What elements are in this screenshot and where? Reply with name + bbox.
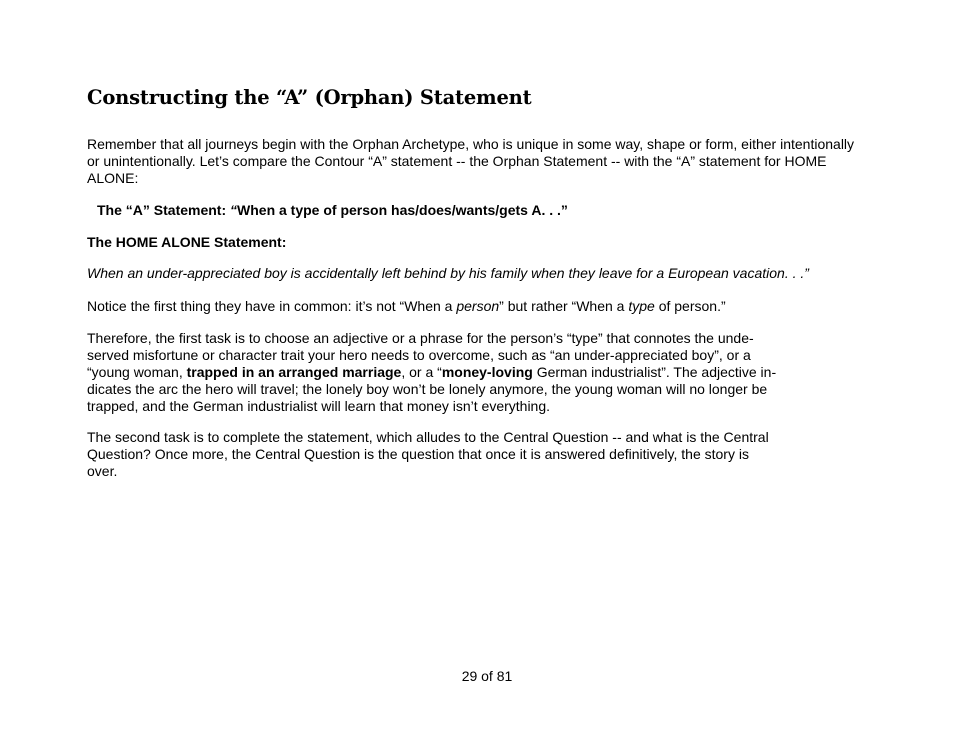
second-line-1: The second task is to complete the statement, which alludes to the Central Question -- and what is the Central (87, 429, 769, 445)
therefore-line-2: served misfortune or character trait your hero needs to overcome, such as “an under-appreciated boy”, or a (87, 347, 751, 363)
second-task-paragraph (87, 429, 797, 480)
notice-paragraph (87, 298, 726, 315)
home-alone-heading: The HOME ALONE Statement: (87, 234, 287, 250)
therefore-line-1: Therefore, the first task is to choose an adjective or a phrase for the person’s “type” that connotes the unde- (87, 330, 754, 346)
second-line-2: Question? Once more, the Central Question is the question that once it is answered definitively, the story is (87, 446, 749, 462)
therefore-line-3c: , or a “ (401, 364, 442, 380)
page-number: 29 of 81 (461, 668, 513, 684)
a-statement (97, 202, 568, 219)
trapped-phrase: trapped in an arranged marriage (186, 364, 402, 380)
notice-type: type (628, 298, 655, 314)
therefore-line-3 (87, 364, 807, 381)
notice-part-3: of person.” (654, 298, 726, 314)
page-title: Constructing the “A” (Orphan) Statement (87, 86, 532, 109)
second-line-3: over. (87, 463, 118, 479)
notice-part-2: ” but rather “When a (499, 298, 629, 314)
notice-person: person (456, 298, 500, 314)
therefore-paragraph (87, 330, 807, 415)
therefore-line-4: dicates the arc the hero will travel; the lonely boy won’t be lonely anymore, the young woman will no longer be (87, 381, 768, 397)
therefore-line-5: trapped, and the German industrialist will learn that money isn’t everything. (87, 398, 551, 414)
intro-paragraph (87, 136, 887, 187)
a-statement-text: When a type of person has/does/wants/gets A. . .” (237, 202, 568, 218)
a-statement-label: The “A” Statement: (97, 202, 231, 218)
money-loving-phrase: money-loving (441, 364, 533, 380)
intro-line-1: Remember that all journeys begin with the Orphan Archetype, who is unique in some way, shape or form, either intentionally (87, 136, 855, 152)
home-alone-statement: When an under-appreciated boy is accidentally left behind by his family when they leave for a European vacation. . .” (87, 265, 809, 281)
therefore-line-3e: German industrialist”. The adjective in- (532, 364, 777, 380)
a-statement-quote-open: “ (230, 202, 238, 218)
therefore-line-3a: “young woman, (87, 364, 187, 380)
intro-line-2: or unintentionally. Let’s compare the Contour “A” statement -- the Orphan Statement -- with the “A” statement for HOME (87, 153, 827, 169)
notice-part-1: Notice the first thing they have in common: it’s not “When a (87, 298, 457, 314)
intro-line-3: ALONE: (87, 170, 139, 186)
